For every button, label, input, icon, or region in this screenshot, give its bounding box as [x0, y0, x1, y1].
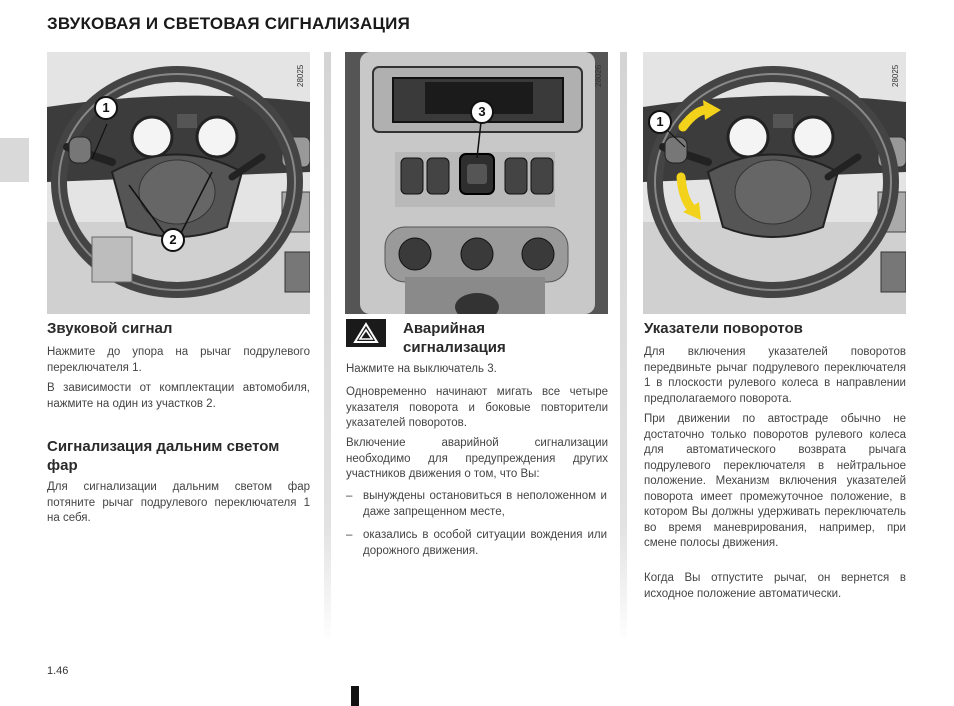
high-beam-paragraph: Для сигнализации дальним светом фар потяните рычаг подрулевого переключателя 1 на себя. — [47, 481, 310, 524]
turn-signals-paragraph-2: При движении по автостраде обычно не достаточно только поворотов рулевого колеса для автоматического возврата рычага подрулевого переключателя в нейтральное положение. Механизм включения указателей поворота имеет промежуточное положение, в котором Вы должны удерживать переключатель во время маневрирования, например, при смене полосы движения. — [644, 413, 906, 549]
hazard-paragraph-2: Одновременно начинают мигать все четыре указателя поворота и боковые повторители указателей поворотов. — [346, 386, 608, 429]
figure-code: 28026 — [594, 64, 603, 87]
hazard-warning-box — [346, 319, 386, 347]
hazard-bullet-2 — [346, 528, 608, 560]
callout-2: 2 — [161, 228, 185, 252]
hazard-paragraph-3: Включение аварийной сигнализации необходимо для предупреждения других участников движения о том, что Вы: — [346, 437, 608, 480]
turn-signal-illustration — [643, 52, 906, 314]
steering-wheel-drawing — [47, 52, 310, 314]
page-title: ЗВУКОВАЯ И СВЕТОВАЯ СИГНАЛИЗАЦИЯ — [47, 14, 410, 33]
chapter-tab — [0, 138, 29, 182]
callout-3: 3 — [470, 100, 494, 124]
horn-heading: Звуковой сигнал — [47, 320, 173, 337]
hazard-triangle-icon — [346, 319, 386, 347]
center-console-drawing — [345, 52, 608, 314]
steering-wheel-turn-drawing — [643, 52, 906, 314]
steering-wheel-illustration — [47, 52, 310, 314]
bullet-text: вынуждены остановиться в неположенном и даже запрещенном месте, — [363, 490, 607, 518]
callout-1: 1 — [648, 110, 672, 134]
hazard-bullet-1 — [346, 489, 608, 521]
hazard-heading-line2: сигнализация — [403, 339, 506, 356]
turn-signals-heading: Указатели поворотов — [644, 320, 803, 337]
hazard-heading — [403, 319, 506, 357]
high-beam-heading — [47, 437, 279, 475]
turn-signals-paragraph-3: Когда Вы отпустите рычаг, он вернется в исходное положение автоматически. — [644, 572, 906, 600]
high-beam-heading-line2: фар — [47, 457, 78, 474]
horn-paragraph-2: В зависимости от комплектации автомобиля, нажмите на один из участков 2. — [47, 382, 310, 410]
page-edge-mark — [351, 686, 359, 706]
bullet-dash: – — [346, 490, 353, 502]
horn-paragraph-1: Нажмите до упора на рычаг подрулевого переключателя 1. — [47, 346, 310, 374]
column-divider — [620, 52, 627, 644]
figure-code: 28025 — [891, 64, 900, 87]
bullet-text: оказались в особой ситуации вождения или дорожного движения. — [363, 529, 607, 557]
column-divider — [324, 52, 331, 644]
hazard-paragraph-1: Нажмите на выключатель 3. — [346, 363, 497, 375]
high-beam-heading-line1: Сигнализация дальним светом — [47, 438, 280, 455]
hazard-switch-illustration — [345, 52, 608, 314]
bullet-dash: – — [346, 529, 353, 541]
page-number: 1.46 — [47, 665, 69, 677]
callout-1: 1 — [94, 96, 118, 120]
figure-code: 28025 — [296, 64, 305, 87]
hazard-heading-line1: Аварийная — [403, 320, 485, 337]
turn-signals-paragraph-1: Для включения указателей поворотов передвиньте рычаг подрулевого переключателя 1 в плоскости рулевого колеса в направлении предполагаемого поворота. — [644, 346, 906, 405]
